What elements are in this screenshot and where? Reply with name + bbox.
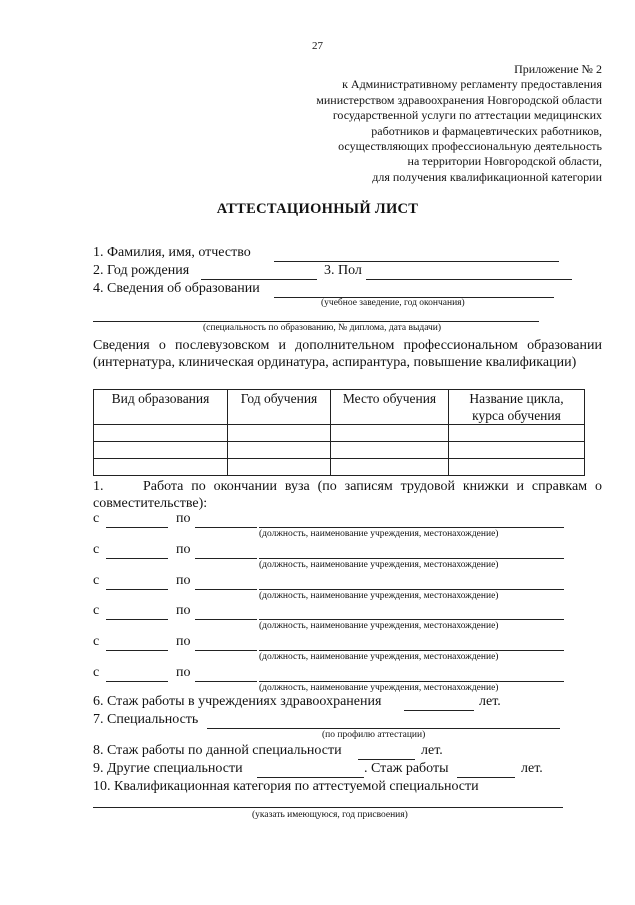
education-label: 4. Сведения об образовании: [93, 281, 260, 296]
position-hint: (должность, наименование учреждения, местонахождение): [259, 529, 499, 539]
sex-field[interactable]: [366, 279, 572, 280]
position-field[interactable]: [259, 589, 564, 590]
other-specialties-field[interactable]: [257, 777, 364, 778]
position-field[interactable]: [259, 681, 564, 682]
from-label: с: [93, 573, 100, 588]
to-date-field[interactable]: [195, 619, 257, 620]
table-cell[interactable]: [449, 442, 585, 459]
table-row: [94, 425, 585, 442]
sex-label: 3. Пол: [324, 263, 362, 278]
full-name-label: 1. Фамилия, имя, отчество: [93, 245, 251, 260]
years-suffix: лет.: [421, 743, 443, 758]
full-name-field[interactable]: [274, 261, 559, 262]
from-date-field[interactable]: [106, 681, 168, 682]
position-field[interactable]: [259, 650, 564, 651]
column-header: Год обучения: [228, 390, 331, 425]
appendix-line: министерством здравоохранения Новгородской области: [316, 92, 602, 107]
to-date-field[interactable]: [195, 589, 257, 590]
table-cell[interactable]: [331, 442, 449, 459]
postgrad-text: Сведения о послевузовском и дополнительном профессиональном образовании (интернатура, клиническая ординатура, аспирантура, повышение квалификации): [93, 338, 602, 370]
specialty-field[interactable]: [207, 728, 560, 729]
table-cell[interactable]: [331, 425, 449, 442]
other-experience-label: . Стаж работы: [364, 761, 449, 776]
to-date-field[interactable]: [195, 650, 257, 651]
from-label: с: [93, 603, 100, 618]
appendix-line: государственной услуги по аттестации медицинских: [332, 108, 602, 123]
to-label: по: [176, 665, 191, 680]
specialty-experience-label: 8. Стаж работы по данной специальности: [93, 743, 342, 758]
health-experience-field[interactable]: [404, 710, 474, 711]
column-header: Название цикла, курса обучения: [449, 390, 585, 425]
to-label: по: [176, 603, 191, 618]
category-hint: (указать имеющуюся, год присвоения): [252, 810, 408, 820]
appendix-line: осуществляющих профессиональную деятельность: [338, 139, 602, 154]
to-label: по: [176, 511, 191, 526]
appendix-line: для получения квалификационной категории: [372, 169, 602, 184]
from-date-field[interactable]: [106, 589, 168, 590]
position-hint: (должность, наименование учреждения, местонахождение): [259, 621, 499, 631]
position-field[interactable]: [259, 558, 564, 559]
category-label: 10. Квалификационная категория по аттестуемой специальности: [93, 779, 479, 794]
specialty-label: 7. Специальность: [93, 712, 199, 727]
years-suffix: лет.: [479, 694, 501, 709]
table-cell[interactable]: [228, 442, 331, 459]
to-date-field[interactable]: [195, 558, 257, 559]
to-label: по: [176, 573, 191, 588]
appendix-line: работников и фармацевтических работников,: [371, 123, 602, 138]
position-field[interactable]: [259, 527, 564, 528]
from-label: с: [93, 542, 100, 557]
table-cell[interactable]: [94, 425, 228, 442]
birth-year-label: 2. Год рождения: [93, 263, 190, 278]
specialty-experience-field[interactable]: [358, 759, 415, 760]
from-date-field[interactable]: [106, 650, 168, 651]
specialty-diploma-hint: (специальность по образованию, № диплома, дата выдачи): [203, 323, 442, 333]
birth-year-field[interactable]: [201, 279, 317, 280]
table-row: [94, 459, 585, 476]
health-experience-label: 6. Стаж работы в учреждениях здравоохранения: [93, 694, 382, 709]
to-date-field[interactable]: [195, 681, 257, 682]
position-hint: (должность, наименование учреждения, местонахождение): [259, 683, 499, 693]
from-label: с: [93, 665, 100, 680]
category-field[interactable]: [93, 807, 563, 808]
from-date-field[interactable]: [106, 619, 168, 620]
table-cell[interactable]: [228, 459, 331, 476]
page-number: 27: [312, 40, 323, 52]
appendix-line: Приложение № 2: [514, 62, 602, 76]
postgrad-table: [93, 389, 585, 476]
to-date-field[interactable]: [195, 527, 257, 528]
table-cell[interactable]: [94, 459, 228, 476]
column-header: Вид образования: [94, 390, 228, 425]
column-header: Место обучения: [331, 390, 449, 425]
table-cell[interactable]: [94, 442, 228, 459]
from-label: с: [93, 634, 100, 649]
position-hint: (должность, наименование учреждения, местонахождение): [259, 591, 499, 601]
to-label: по: [176, 634, 191, 649]
to-label: по: [176, 542, 191, 557]
appendix-line: к Административному регламенту предоставления: [342, 77, 602, 92]
table-header-row: [94, 390, 585, 425]
specialty-hint: (по профилю аттестации): [322, 730, 426, 740]
other-experience-field[interactable]: [457, 777, 515, 778]
from-date-field[interactable]: [106, 558, 168, 559]
table-cell[interactable]: [228, 425, 331, 442]
appendix-header: [316, 62, 602, 185]
document-title: АТТЕСТАЦИОННЫЙ ЛИСТ: [216, 201, 419, 217]
appendix-line: на территории Новгородской области,: [407, 154, 602, 169]
table-cell[interactable]: [449, 425, 585, 442]
table-cell[interactable]: [331, 459, 449, 476]
position-hint: (должность, наименование учреждения, местонахождение): [259, 560, 499, 570]
table-row: [94, 442, 585, 459]
education-hint: (учебное заведение, год окончания): [321, 298, 465, 308]
other-specialties-label: 9. Другие специальности: [93, 761, 243, 776]
work-text: 1. Работа по окончании вуза (по записям трудовой книжки и справкам о совместительстве):: [93, 479, 602, 511]
position-field[interactable]: [259, 619, 564, 620]
table-cell[interactable]: [449, 459, 585, 476]
position-hint: (должность, наименование учреждения, местонахождение): [259, 652, 499, 662]
from-date-field[interactable]: [106, 527, 168, 528]
years-suffix: лет.: [521, 761, 543, 776]
specialty-diploma-field[interactable]: [93, 321, 539, 322]
from-label: с: [93, 511, 100, 526]
